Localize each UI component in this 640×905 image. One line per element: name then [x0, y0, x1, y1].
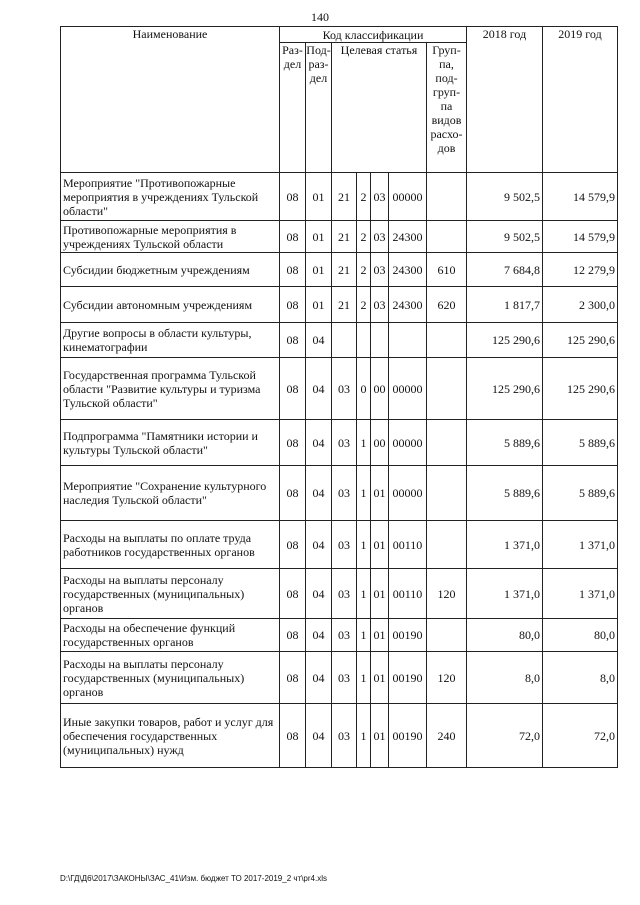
header-group-line: Груп-	[432, 43, 461, 57]
cell-amount-2018: 125 290,6	[467, 323, 543, 358]
cell-target-event	[371, 323, 389, 358]
header-razdel-line: Раз-	[282, 43, 303, 57]
cell-expense-group	[427, 420, 467, 466]
cell-target-subprogram: 0	[357, 358, 371, 420]
cell-razdel: 08	[280, 287, 306, 323]
cell-expense-group: 620	[427, 287, 467, 323]
row-name: Противопожарные мероприятия в учреждениях Тульской области	[61, 221, 280, 253]
cell-target-event: 03	[371, 287, 389, 323]
cell-target-program	[332, 323, 357, 358]
cell-razdel: 08	[280, 253, 306, 287]
header-group-line: видов	[431, 113, 462, 127]
row-name: Расходы на выплаты по оплате труда работников государственных органов	[61, 521, 280, 569]
cell-target-subprogram: 1	[357, 569, 371, 619]
cell-amount-2018: 8,0	[467, 652, 543, 704]
cell-target-program: 03	[332, 466, 357, 521]
cell-amount-2019: 14 579,9	[543, 221, 618, 253]
cell-podrazdel: 04	[306, 569, 332, 619]
cell-expense-group: 240	[427, 704, 467, 768]
file-path-footer: D:\ГД\Д6\2017\ЗАКОНЫ\ЗАС_41\Изм. бюджет ТО 2017-2019_2 чт\pr4.xls	[60, 874, 327, 883]
cell-expense-group	[427, 173, 467, 221]
table-row	[61, 358, 618, 420]
header-podrazdel-line: раз-	[308, 57, 329, 71]
row-name: Подпрограмма "Памятники истории и культуры Тульской области"	[61, 420, 280, 466]
header-podrazdel-line: дел	[309, 71, 328, 85]
cell-amount-2019: 14 579,9	[543, 173, 618, 221]
budget-table	[60, 26, 618, 768]
header-group-line: па	[440, 99, 453, 113]
cell-amount-2019: 5 889,6	[543, 466, 618, 521]
cell-razdel: 08	[280, 569, 306, 619]
cell-amount-2018: 125 290,6	[467, 358, 543, 420]
cell-amount-2019: 8,0	[543, 652, 618, 704]
cell-target-program: 21	[332, 221, 357, 253]
table-row	[61, 287, 618, 323]
cell-target-direction: 00000	[389, 358, 427, 420]
cell-target-subprogram: 2	[357, 253, 371, 287]
table-row	[61, 173, 618, 221]
header-code-group: Код классификации	[280, 27, 467, 43]
table-row	[61, 323, 618, 358]
cell-target-subprogram: 1	[357, 704, 371, 768]
cell-target-direction: 00110	[389, 569, 427, 619]
header-group-line: дов	[437, 141, 456, 155]
cell-target-direction: 00110	[389, 521, 427, 569]
cell-amount-2018: 9 502,5	[467, 173, 543, 221]
cell-podrazdel: 04	[306, 466, 332, 521]
table-body	[61, 173, 618, 768]
cell-target-event: 01	[371, 521, 389, 569]
row-name: Расходы на выплаты персоналу государственных (муниципальных) органов	[61, 652, 280, 704]
cell-amount-2018: 1 817,7	[467, 287, 543, 323]
header-year-2018: 2018 год	[467, 27, 543, 173]
table-row	[61, 569, 618, 619]
cell-amount-2018: 5 889,6	[467, 466, 543, 521]
cell-podrazdel: 01	[306, 173, 332, 221]
cell-target-program: 03	[332, 704, 357, 768]
table-row	[61, 420, 618, 466]
cell-target-program: 21	[332, 253, 357, 287]
cell-amount-2019: 5 889,6	[543, 420, 618, 466]
cell-expense-group	[427, 619, 467, 652]
header-expense-group	[427, 43, 467, 173]
cell-target-event: 01	[371, 704, 389, 768]
cell-amount-2019: 1 371,0	[543, 521, 618, 569]
header-group-line: расхо-	[430, 127, 463, 141]
cell-target-event: 01	[371, 652, 389, 704]
cell-amount-2018: 1 371,0	[467, 569, 543, 619]
cell-target-event: 03	[371, 173, 389, 221]
cell-amount-2019: 125 290,6	[543, 323, 618, 358]
cell-amount-2018: 80,0	[467, 619, 543, 652]
cell-target-event: 01	[371, 569, 389, 619]
cell-podrazdel: 04	[306, 521, 332, 569]
cell-razdel: 08	[280, 619, 306, 652]
cell-target-direction: 24300	[389, 287, 427, 323]
cell-razdel: 08	[280, 652, 306, 704]
cell-target-event: 00	[371, 358, 389, 420]
cell-expense-group	[427, 221, 467, 253]
row-name: Иные закупки товаров, работ и услуг для обеспечения государственных (муниципальных) нужд	[61, 704, 280, 768]
cell-target-direction: 00190	[389, 619, 427, 652]
cell-target-subprogram: 1	[357, 619, 371, 652]
table-row	[61, 521, 618, 569]
cell-expense-group	[427, 521, 467, 569]
cell-target-event: 01	[371, 619, 389, 652]
cell-target-direction: 00000	[389, 420, 427, 466]
cell-razdel: 08	[280, 466, 306, 521]
cell-target-program: 03	[332, 619, 357, 652]
cell-amount-2019: 72,0	[543, 704, 618, 768]
cell-target-program: 03	[332, 521, 357, 569]
cell-podrazdel: 01	[306, 253, 332, 287]
row-name: Расходы на обеспечение функций государственных органов	[61, 619, 280, 652]
cell-target-direction: 00000	[389, 173, 427, 221]
row-name: Государственная программа Тульской области "Развитие культуры и туризма Тульской области"	[61, 358, 280, 420]
cell-razdel: 08	[280, 173, 306, 221]
table-row	[61, 466, 618, 521]
row-name: Расходы на выплаты персоналу государственных (муниципальных) органов	[61, 569, 280, 619]
cell-expense-group	[427, 323, 467, 358]
header-group-line: груп-	[432, 85, 461, 99]
table-row	[61, 253, 618, 287]
row-name: Мероприятие "Сохранение культурного наследия Тульской области"	[61, 466, 280, 521]
cell-amount-2018: 5 889,6	[467, 420, 543, 466]
cell-target-event: 03	[371, 221, 389, 253]
cell-razdel: 08	[280, 420, 306, 466]
table-row	[61, 619, 618, 652]
cell-target-event: 03	[371, 253, 389, 287]
table-row	[61, 221, 618, 253]
cell-expense-group: 120	[427, 569, 467, 619]
cell-amount-2019: 1 371,0	[543, 569, 618, 619]
cell-target-direction: 24300	[389, 253, 427, 287]
row-name: Субсидии бюджетным учреждениям	[61, 253, 280, 287]
header-group-line: под-	[435, 71, 458, 85]
header-group-line: па,	[439, 57, 454, 71]
cell-expense-group	[427, 466, 467, 521]
cell-podrazdel: 04	[306, 420, 332, 466]
cell-expense-group: 610	[427, 253, 467, 287]
table-row	[61, 652, 618, 704]
cell-razdel: 08	[280, 358, 306, 420]
cell-podrazdel: 01	[306, 221, 332, 253]
cell-amount-2019: 2 300,0	[543, 287, 618, 323]
cell-amount-2018: 72,0	[467, 704, 543, 768]
cell-amount-2018: 1 371,0	[467, 521, 543, 569]
cell-target-subprogram: 1	[357, 466, 371, 521]
cell-target-direction: 00190	[389, 652, 427, 704]
cell-podrazdel: 04	[306, 323, 332, 358]
cell-target-subprogram	[357, 323, 371, 358]
cell-target-program: 03	[332, 569, 357, 619]
cell-target-subprogram: 1	[357, 652, 371, 704]
cell-target-direction: 24300	[389, 221, 427, 253]
cell-razdel: 08	[280, 221, 306, 253]
cell-razdel: 08	[280, 521, 306, 569]
header-target-article: Целевая статья	[332, 43, 427, 173]
cell-target-program: 21	[332, 287, 357, 323]
cell-target-subprogram: 1	[357, 521, 371, 569]
header-year-2019: 2019 год	[543, 27, 618, 173]
header-name: Наименование	[61, 27, 280, 173]
cell-expense-group	[427, 358, 467, 420]
cell-podrazdel: 01	[306, 287, 332, 323]
row-name: Мероприятие "Противопожарные мероприятия в учреждениях Тульской области"	[61, 173, 280, 221]
cell-podrazdel: 04	[306, 704, 332, 768]
cell-target-direction	[389, 323, 427, 358]
page-number: 140	[311, 10, 329, 24]
cell-podrazdel: 04	[306, 619, 332, 652]
cell-amount-2019: 80,0	[543, 619, 618, 652]
cell-amount-2019: 12 279,9	[543, 253, 618, 287]
row-name: Другие вопросы в области культуры, кинематографии	[61, 323, 280, 358]
cell-target-subprogram: 2	[357, 287, 371, 323]
cell-target-event: 00	[371, 420, 389, 466]
header-podrazdel	[306, 43, 332, 173]
header-razdel-line: дел	[283, 57, 302, 71]
cell-target-event: 01	[371, 466, 389, 521]
cell-target-program: 03	[332, 652, 357, 704]
table-row	[61, 704, 618, 768]
cell-target-program: 03	[332, 420, 357, 466]
cell-amount-2018: 7 684,8	[467, 253, 543, 287]
header-podrazdel-line: Под-	[306, 43, 331, 57]
cell-podrazdel: 04	[306, 358, 332, 420]
cell-target-direction: 00190	[389, 704, 427, 768]
cell-target-subprogram: 2	[357, 221, 371, 253]
cell-razdel: 08	[280, 704, 306, 768]
cell-amount-2018: 9 502,5	[467, 221, 543, 253]
cell-podrazdel: 04	[306, 652, 332, 704]
cell-expense-group: 120	[427, 652, 467, 704]
cell-target-program: 03	[332, 358, 357, 420]
cell-target-subprogram: 1	[357, 420, 371, 466]
cell-target-direction: 00000	[389, 466, 427, 521]
row-name: Субсидии автономным учреждениям	[61, 287, 280, 323]
table-header	[61, 27, 618, 173]
cell-razdel: 08	[280, 323, 306, 358]
header-razdel	[280, 43, 306, 173]
cell-amount-2019: 125 290,6	[543, 358, 618, 420]
cell-target-program: 21	[332, 173, 357, 221]
cell-target-subprogram: 2	[357, 173, 371, 221]
